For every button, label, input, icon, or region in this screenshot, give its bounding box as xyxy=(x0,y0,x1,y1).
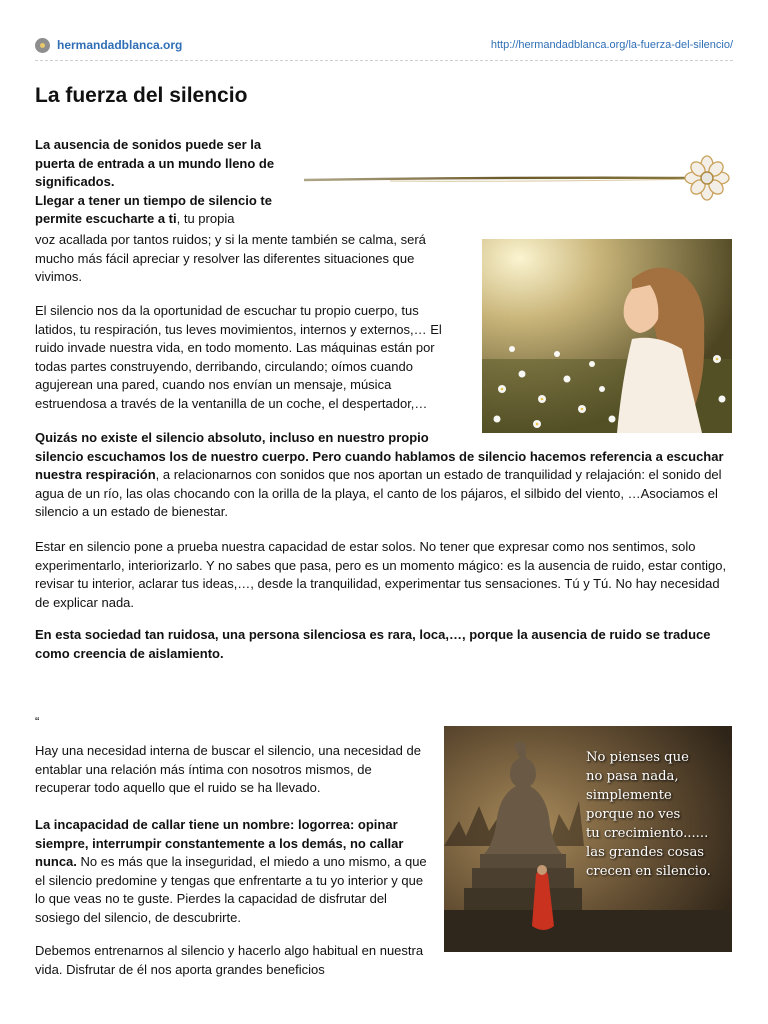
paragraph-breathing xyxy=(35,429,735,522)
para3-text: , a relacionarnos con sonidos que nos aportan un estado de tranquilidad y relajación: el sonido del agua de un río, las olas chocando con la orilla de la playa, el canto de los pájaros, el silbido del viento, …Asociamos el silencio a un estado de bienestar. xyxy=(35,467,722,520)
paragraph-noisy-society xyxy=(35,626,735,663)
intro-paragraph xyxy=(35,136,275,229)
flower-divider-ornament xyxy=(300,150,735,212)
intro-bold-2: Llegar a tener un tiempo de silencio te permite escucharte a ti xyxy=(35,192,272,227)
paragraph-being-alone xyxy=(35,538,735,612)
site-brand xyxy=(35,38,182,53)
paragraph-logorrhea xyxy=(35,816,430,928)
para3-bold-rest: silencio escuchamos los de nuestro cuerpo. Pero cuando hablamos de silencio hacemos referencia a escuchar nuestra respiración xyxy=(35,448,724,483)
paragraph-text: Hay una necesidad interna de buscar el silencio, una necesidad de entablar una relación más íntima con nosotros mismos, de recuperar todo aquello que el ruido se ha llevado. xyxy=(35,743,421,796)
quote-line: simplemente xyxy=(586,788,672,803)
intro-text-b: voz acallada por tantos ruidos; y si la mente también se calma, será mucho más fácil apreciar y resolver las diferentes situaciones que vivimos. xyxy=(35,232,426,285)
intro-continuation xyxy=(35,231,455,287)
article-title: La fuerza del silencio xyxy=(35,84,248,107)
quote-mark: “ xyxy=(35,714,40,729)
para3-bold-line1: Quizás no existe el silencio absoluto, incluso en nuestro propio xyxy=(35,430,429,445)
paragraph-training xyxy=(35,942,430,979)
paragraph-text: El silencio nos da la oportunidad de escuchar tu propio cuerpo, tus latidos, tu respiración, tus leves movimientos, internos y externos,… El ruido invade nuestra vida, en todo momento. Las máquinas están por todas partes construyendo, derribando, circulando; oímos cuando agujerean una pared, cuando nos envían un mensaje, música estruendosa a través de la ventanilla de un coche, el despertador,… xyxy=(35,303,442,411)
paragraph-text: Debemos entrenarnos al silencio y hacerlo algo habitual en nuestra vida. Disfrutar de él nos aporta grandes beneficios xyxy=(35,943,424,977)
site-favicon-icon xyxy=(35,38,50,53)
page-header xyxy=(35,34,733,61)
quote-line: tu crecimiento...... xyxy=(586,826,709,841)
buddha-quote-text xyxy=(586,748,728,881)
buddha-quote-image xyxy=(444,726,732,952)
quote-line: no pasa nada, xyxy=(586,769,679,784)
quote-line: las grandes cosas xyxy=(586,845,705,860)
paragraph-text: En esta sociedad tan ruidosa, una persona silenciosa es rara, loca,…, porque la ausencia de ruido se traduce como creencia de aislamiento. xyxy=(35,627,711,661)
intro-text-a: , tu propia xyxy=(176,211,235,227)
intro-bold-1: La ausencia de sonidos puede ser la puerta de entrada a un mundo lleno de significados. xyxy=(35,137,275,190)
para7-text: No es más que la inseguridad, el miedo a uno mismo, a que el silencio predomine y tengas que enfrentarte a tu yo interior y que lo que veas no te guste. Pierdes la capacidad de disfrutar del sosiego del silencio, de descubrirte. xyxy=(35,854,427,925)
quote-line: porque no ves xyxy=(586,807,681,822)
paragraph-inner-need xyxy=(35,742,430,798)
quote-line: crecen en silencio. xyxy=(586,864,711,879)
quote-line: No pienses que xyxy=(586,750,689,765)
para7-bold: La incapacidad de callar tiene un nombre: logorrea: opinar siempre, interrumpir constantemente a los demás, no callar nunca. xyxy=(35,817,404,870)
site-name-link[interactable]: hermandadblanca.org xyxy=(57,38,183,52)
paragraph-body-noise xyxy=(35,302,450,414)
paragraph-text: Estar en silencio pone a prueba nuestra capacidad de estar solos. No tener que expresar como nos sentimos, solo experimentarlo, interiorizarlo. Y no sabes que pasa, pero es un momento mágico: es la ausencia de ruido, estar contigo, revisar tu interior, aclarar tus ideas,…, desde la tranquilidad, experimentar tus sensaciones. Tú y Tú. No hay necesidad de explicar nada. xyxy=(35,539,727,610)
page-url-link[interactable]: http://hermandadblanca.org/la-fuerza-del-silencio/ xyxy=(490,39,733,51)
woman-in-flower-field-image xyxy=(482,239,732,433)
